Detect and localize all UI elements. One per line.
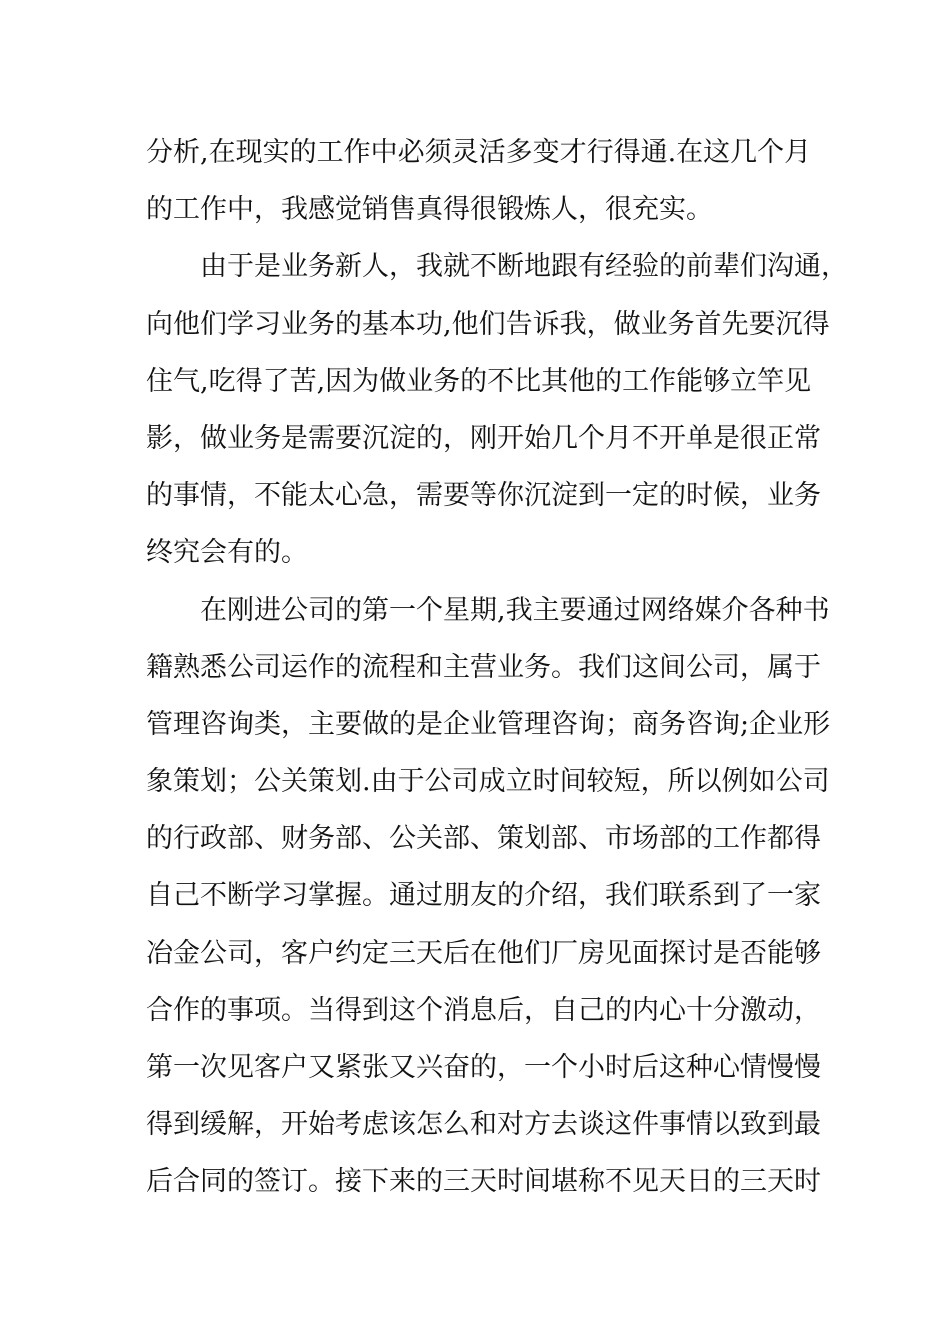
text-line: 合作的事项。当得到这个消息后，自己的内心十分激动，: [146, 994, 821, 1026]
text-line: 向他们学习业务的基本功,他们告诉我，做业务首先要沉得: [146, 308, 830, 340]
paragraph-start-line: 在刚进公司的第一个星期,我主要通过网络媒介各种书: [200, 594, 830, 626]
text-line: 住气,吃得了苦,因为做业务的不比其他的工作能够立竿见: [146, 365, 812, 397]
body-text: [146, 130, 848, 1217]
text-line: 后合同的签订。接下来的三天时间堪称不见天日的三天时: [146, 1166, 821, 1198]
text-line: 象策划；公关策划.由于公司成立时间较短，所以例如公司: [146, 766, 830, 798]
text-line: 分析,在现实的工作中必须灵活多变才行得通.在这几个月: [146, 137, 812, 168]
text-line: 冶金公司，客户约定三天后在他们厂房见面探讨是否能够: [146, 937, 821, 969]
text-line: 的工作中，我感觉销售真得很锻炼人，很充实。: [146, 194, 713, 226]
text-line: 终究会有的。: [146, 537, 308, 569]
text-line: 第一次见客户又紧张又兴奋的，一个小时后这种心情慢慢: [146, 1052, 821, 1083]
text-line: 的行政部、财务部、公关部、策划部、市场部的工作都得: [146, 823, 821, 855]
text-line: 得到缓解，开始考虑该怎么和对方去谈这件事情以致到最: [146, 1109, 821, 1141]
text-line: 籍熟悉公司运作的流程和主营业务。我们这间公司，属于: [146, 651, 821, 683]
text-line: 管理咨询类，主要做的是企业管理咨询；商务咨询;企业形: [146, 708, 831, 740]
text-line: 的事情，不能太心急，需要等你沉淀到一定的时候，业务: [146, 480, 821, 512]
text-line: 影，做业务是需要沉淀的，刚开始几个月不开单是很正常: [146, 422, 821, 454]
paragraph-start-line: 由于是业务新人，我就不断地跟有经验的前辈们沟通，: [200, 251, 848, 283]
text-line: 自己不断学习掌握。通过朋友的介绍，我们联系到了一家: [146, 880, 821, 912]
